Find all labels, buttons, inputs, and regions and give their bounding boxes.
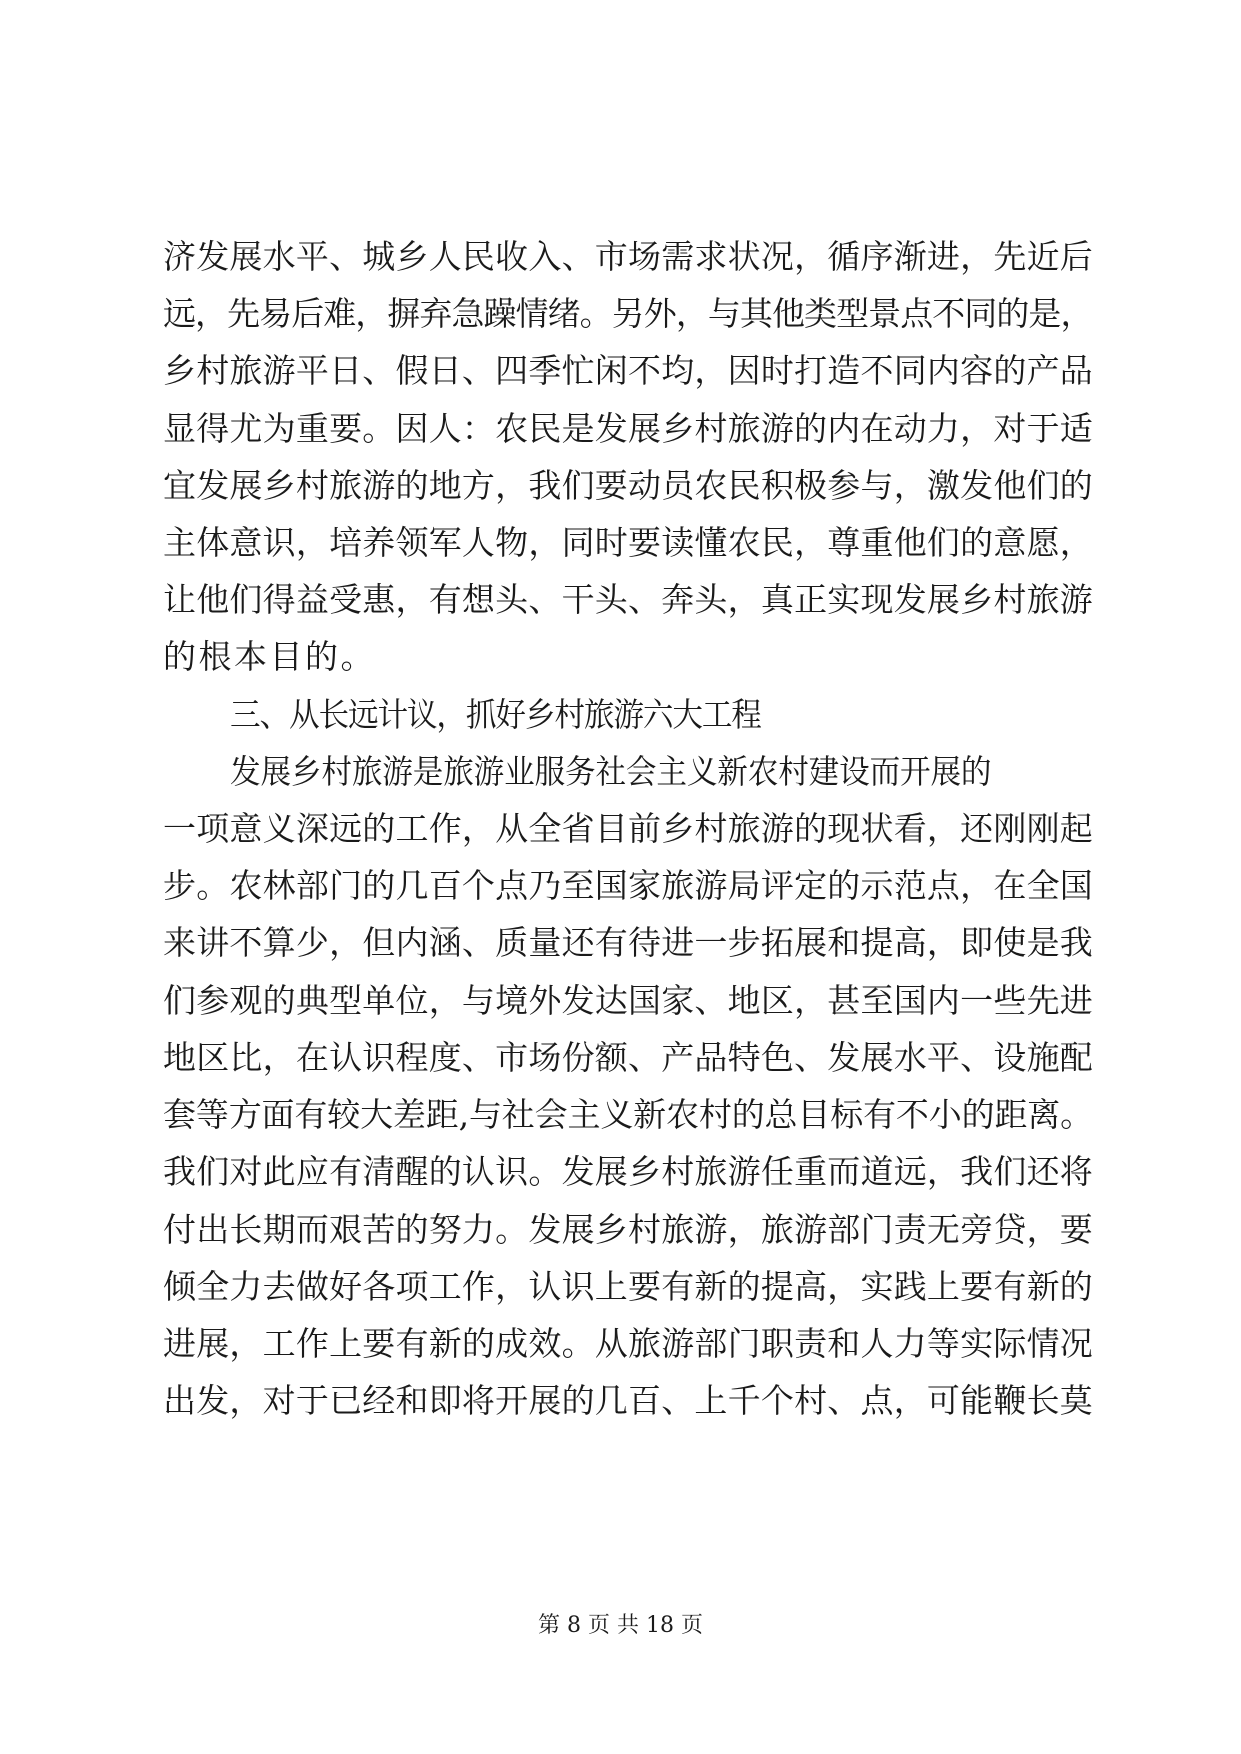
body-line: 地区比，在认识程度、市场份额、产品特色、发展水平、设施配 (163, 1038, 1093, 1077)
body-line: 进展，工作上要有新的成效。从旅游部门职责和人力等实际情况 (163, 1324, 1093, 1363)
body-line: 们参观的典型单位，与境外发达国家、地区，甚至国内一些先进 (163, 981, 1093, 1020)
body-line: 发展乡村旅游是旅游业服务社会主义新农村建设而开展的 (230, 752, 992, 791)
body-line: 倾全力去做好各项工作，认识上要有新的提高，实践上要有新的 (163, 1267, 1093, 1306)
body-line: 套等方面有较大差距,与社会主义新农村的总目标有不小的距离。 (163, 1095, 1093, 1134)
body-line: 我们对此应有清醒的认识。发展乡村旅游任重而道远，我们还将 (163, 1152, 1093, 1191)
body-line: 济发展水平、城乡人民收入、市场需求状况，循序渐进，先近后 (163, 237, 1093, 276)
page-number-footer: 第 8 页 共 18 页 (538, 1613, 703, 1638)
body-line: 远，先易后难，摒弃急躁情绪。另外，与其他类型景点不同的是， (163, 294, 1093, 333)
body-line: 的根本目的。 (163, 637, 376, 676)
body-line: 一项意义深远的工作，从全省目前乡村旅游的现状看，还刚刚起 (163, 809, 1093, 848)
body-line: 显得尤为重要。因人：农民是发展乡村旅游的内在动力，对于适 (163, 409, 1093, 448)
body-line: 付出长期而艰苦的努力。发展乡村旅游，旅游部门责无旁贷，要 (163, 1210, 1093, 1249)
body-line: 主体意识，培养领军人物，同时要读懂农民，尊重他们的意愿， (163, 523, 1093, 562)
body-line: 乡村旅游平日、假日、四季忙闲不均，因时打造不同内容的产品 (163, 351, 1093, 390)
body-line: 步。农林部门的几百个点乃至国家旅游局评定的示范点，在全国 (163, 866, 1093, 905)
body-line: 让他们得益受惠，有想头、干头、奔头，真正实现发展乡村旅游 (163, 580, 1093, 619)
body-line: 宜发展乡村旅游的地方，我们要动员农民积极参与，激发他们的 (163, 466, 1093, 505)
body-line: 出发，对于已经和即将开展的几百、上千个村、点，可能鞭长莫 (163, 1381, 1093, 1420)
body-line: 来讲不算少，但内涵、质量还有待进一步拓展和提高，即使是我 (163, 923, 1093, 962)
section-heading: 三、从长远计议，抓好乡村旅游六大工程 (230, 695, 761, 734)
